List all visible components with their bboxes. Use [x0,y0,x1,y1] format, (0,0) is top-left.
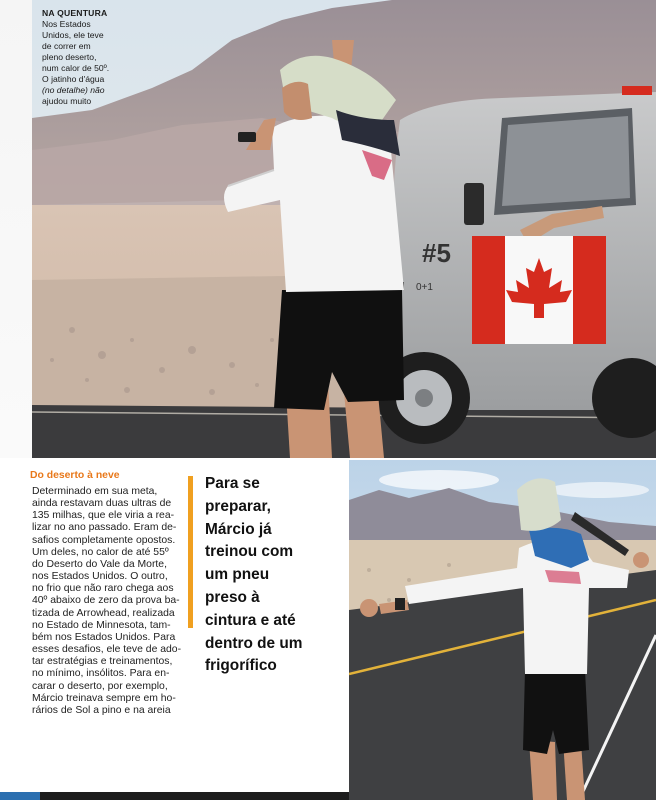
article-line: tizada de Arrowhead, realizada [32,607,175,619]
article-line: ainda restavam duas ultras de [32,498,172,510]
article-line: no mínimo, insólitos. Para en- [32,668,170,680]
photo-caption [42,8,138,107]
caption-line: ajudou muito [42,96,92,106]
caption-line: Nos Estados [42,19,91,29]
pullquote-line: preso à [205,588,260,606]
article-line: do Deserto do Vale da Morte, [32,558,167,570]
article-line: lizar no ano passado. Eram de- [32,522,177,534]
article-line: nos Estados Unidos. O outro, [32,571,168,583]
support-van [378,86,656,444]
article-line: tar estratégias e treinamentos, [32,656,173,668]
caption-line: de correr em [42,41,91,51]
pullquote-line: um pneu [205,566,270,584]
article-line: Márcio treinava sempre em ho- [32,692,176,704]
van-number: #5 [422,238,451,268]
article-line: esses desafios, ele teve de ado- [32,644,182,656]
canadian-flag-icon [472,236,606,344]
pullquote-line: cintura e até [205,611,296,629]
pullquote-bar [188,476,193,628]
page-margin [0,0,32,458]
caption-line: pleno deserto, [42,52,97,62]
caption-line: (no detalhe) não [42,85,105,95]
pullquote-line: treinou com [205,543,294,561]
article-line: no frio que não raro chega aos [32,583,174,595]
article-line: 40º abaixo de zero da prova ba- [32,595,180,607]
article-line: safios completamente opostos. [32,534,176,546]
photo-runner-water-spray [349,460,656,800]
pullquote [205,473,345,678]
pullquote-line: frigorífico [205,657,277,675]
section-title: Do deserto à neve [30,470,120,481]
article-line: 135 milhas, que ele viria a rea- [32,510,175,522]
caption-line: num calor de 50º. [42,63,110,73]
pullquote-line: dentro de um [205,634,303,652]
article-line: rários de Sol a pino e na areia [32,704,171,716]
pullquote-line: Para se [205,475,260,492]
caption-title: NA QUENTURA [42,8,108,18]
pullquote-line: Márcio já [205,520,272,538]
van-plate: 0+1 [416,282,433,293]
article-line: carar o deserto, por exemplo, [32,680,168,692]
article-body [32,486,180,717]
pullquote-line: preparar, [205,497,271,515]
caption-line: O jatinho d'água [42,74,105,84]
article-line: bém nos Estados Unidos. Para [32,631,176,643]
caption-line: Unidos, ele teve [42,30,104,40]
article-line: no Estado de Minnesota, tam- [32,619,171,631]
page-footer-bar [0,792,349,800]
article-line: Determinado em sua meta, [32,486,158,497]
article-line: Um deles, no calor de até 55º [32,546,169,558]
